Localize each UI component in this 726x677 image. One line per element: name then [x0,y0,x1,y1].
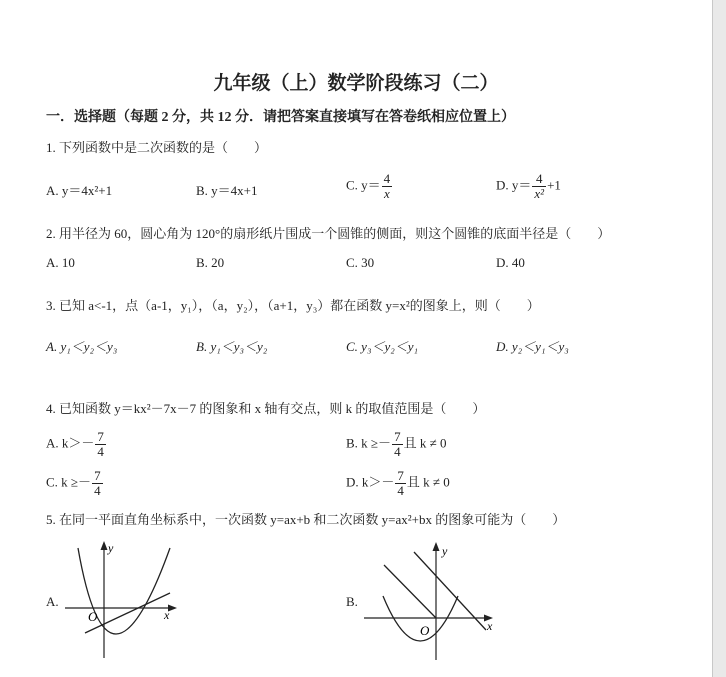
q3-option-d: D. y₂＜y₁＜y₃ [496,339,569,354]
graph-b-line-2 [384,565,436,618]
q3-option-a: A. y₁＜y₂＜y₃ [46,339,118,354]
graph-b-x-label: x [487,619,493,633]
q5-option-b-label: B. [346,594,358,609]
graph-a-x-arrow-icon [168,605,177,612]
q1-option-b: B. y＝4x+1 [196,183,258,198]
page-title: 九年级（上）数学阶段练习（二） [213,73,499,94]
graph-a-y-label: y [108,541,114,555]
q2-option-a: A. 10 [46,255,75,270]
q1-c-fraction: $\frac{4}{x}$ [383,171,391,201]
graph-b-origin: O [420,623,430,638]
question-2-stem: 2. 用半径为 60，圆心角为 120°的扇形纸片围成一个圆锥的侧面，则这个圆锥的底面半径是（ ） [46,226,611,241]
question-3-stem: 3. 已知 a<-1，点（a-1，y₁），（a，y₂），（a+1，y₃）都在函数 y=x²的图象上，则（ ） [46,298,540,313]
question-5-stem: 5. 在同一平面直角坐标系中，一次函数 y=ax+b 和二次函数 y=ax²+bx 的图象可能为（ ） [46,512,566,527]
q4-option-b: B. k ≥－ $\frac{7}{4}$ 且 k ≠ 0 [346,429,447,459]
q2-option-b: B. 20 [196,255,225,270]
q4-option-c: C. k ≥－ $\frac{7}{4}$ [46,468,101,498]
q3-option-c: C. y₃＜y₂＜y₁ [346,339,419,354]
q5-graph-b [358,538,508,663]
q4-option-d: D. k＞－ $\frac{7}{4}$ 且 k ≠ 0 [346,468,450,498]
q1-option-d: D. y＝ $\frac{4}{\text{x²}}$ +1 [496,171,561,201]
graph-a-x-label: x [164,608,170,622]
q5-option-a-label: A. [46,594,59,609]
q4-option-a: A. k＞－ $\frac{7}{4}$ [46,429,104,459]
q1-option-a: A. y＝4x²+1 [46,183,113,198]
question-1-stem: 1. 下列函数中是二次函数的是（ ） [46,140,268,155]
q1-option-c: C. y＝ $\frac{4}{x}$ [346,171,391,201]
graph-b-y-arrow-icon [433,542,440,551]
graph-a-origin: O [88,609,98,624]
graph-a-line [85,593,170,633]
q2-option-d: D. 40 [496,255,525,270]
q2-option-c: C. 30 [346,255,375,270]
question-4-stem: 4. 已知函数 y＝kx²－7x－7 的图象和 x 轴有交点，则 k 的取值范围是（ ） [46,401,486,416]
graph-b-y-label: y [442,544,448,558]
q1-d-fraction: $\frac{4}{\text{x²}}$ [534,171,545,201]
q5-graph-a [60,538,190,663]
graph-a-y-arrow-icon [101,541,108,550]
q3-option-b: B. y₁＜y₃＜y₂ [196,339,268,354]
section-heading: 一．选择题（每题 2 分，共 12 分．请把答案直接填写在答卷纸相应位置上） [46,110,515,125]
